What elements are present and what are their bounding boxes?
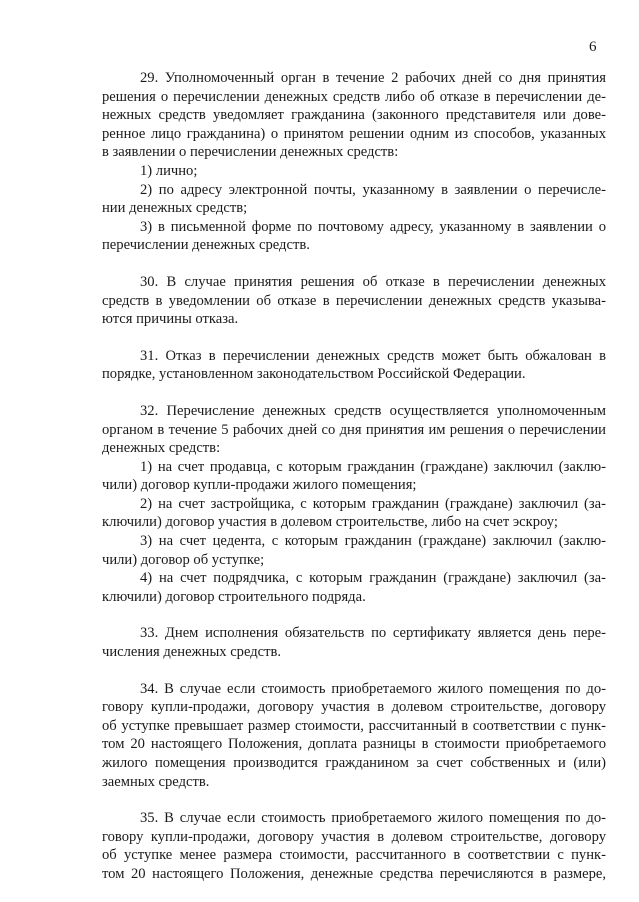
text-line: 29. Уполномоченный орган в течение 2 рабочих дней со дня принятия: [140, 70, 606, 86]
text-line: органом в течение 5 рабочих дней со дня принятия им решения о перечислении: [102, 421, 606, 438]
text-line: чили) договор купли-продажи жилого помещения;: [102, 477, 417, 494]
list-item-text: 1) на счет продавца, с которым гражданин (граждане) заключил (заклю-: [140, 458, 606, 475]
text-line: 33. Днем исполнения обязательств по сертификату является день пере-: [140, 625, 606, 642]
text-line: об уступке менее размера стоимости, рассчитанного в соответствии с пунк-: [102, 847, 606, 864]
text-line: 31. Отказ в перечислении денежных средств может быть обжалован в: [140, 347, 606, 364]
document-body: [102, 69, 606, 902]
text-line: 30. В случае принятия решения об отказе в перечислении денежных: [140, 273, 606, 290]
list-item-text: 3) в письменной форме по почтовому адресу, указанному в заявлении о: [140, 218, 606, 235]
paragraph-31: [102, 347, 606, 384]
list-item-text: 2) на счет застройщика, с которым гражданин (граждане) заключил (за-: [140, 495, 606, 512]
text-line: об уступке превышает размер стоимости, рассчитанный в соответствии с пунк-: [102, 717, 606, 734]
paragraph-30: [102, 273, 606, 329]
text-line: 34. В случае если стоимость приобретаемого жилого помещения по до-: [140, 680, 606, 697]
text-line: чили) договор об уступке;: [102, 551, 265, 568]
text-line: говору купли-продажи, договору участия в долевом строительстве, договору: [102, 828, 606, 845]
text-line: том 20 настоящего Положения, доплата разницы в стоимости приобретаемого: [102, 736, 606, 753]
text-line: порядке, установленном законодательством Российской Федерации.: [102, 366, 526, 383]
paragraph-35: [102, 809, 606, 883]
text-line: том 20 настоящего Положения, денежные средства перечисляются в размере,: [102, 865, 606, 882]
list-item-text: 4) на счет подрядчика, с которым гражданин (граждане) заключил (за-: [140, 570, 606, 587]
text-line: перечислении денежных средств.: [102, 237, 310, 254]
text-line: жилого помещения производится гражданином за счет собственных и (или): [102, 755, 606, 771]
text-line: ключили) договор участия в долевом строительстве, либо на счет эскроу;: [102, 514, 558, 531]
text-line: заемных средств.: [102, 773, 210, 790]
paragraph-33: [102, 624, 606, 661]
list-item-text: 2) по адресу электронной почты, указанному в заявлении о перечисле-: [140, 181, 606, 198]
text-line: денежных средств:: [102, 440, 221, 457]
paragraph-32: [102, 402, 606, 607]
paragraph-34: [102, 680, 606, 792]
text-line: нежных средств уведомляет гражданина (законного представителя или дове-: [102, 107, 606, 124]
list-item-text: 3) на счет цедента, с которым гражданин (граждане) заключил (заклю-: [140, 533, 606, 550]
text-line: средств в уведомлении об отказе в перечислении денежных средств указыва-: [102, 292, 606, 309]
list-item-text: 1) лично;: [140, 162, 198, 179]
text-line: 32. Перечисление денежных средств осуществляется уполномоченным: [140, 402, 606, 419]
paragraph-29: [102, 69, 606, 255]
page-number: 6: [589, 39, 597, 55]
text-line: решения о перечислении денежных средств либо об отказе в перечислении де-: [102, 88, 606, 105]
text-line: нии денежных средств;: [102, 200, 248, 217]
text-line: ренное лицо гражданина) о принятом решении одним из способов, указанных: [102, 125, 606, 142]
text-line: 35. В случае если стоимость приобретаемого жилого помещения по до-: [140, 810, 606, 827]
text-line: ключили) договор строительного подряда.: [102, 588, 366, 605]
text-line: ются причины отказа.: [102, 311, 239, 328]
text-line: говору купли-продажи, договору участия в долевом строительстве, договору: [102, 699, 606, 716]
text-line: числения денежных средств.: [102, 644, 282, 661]
text-line: в заявлении о перечислении денежных средств:: [102, 144, 399, 161]
